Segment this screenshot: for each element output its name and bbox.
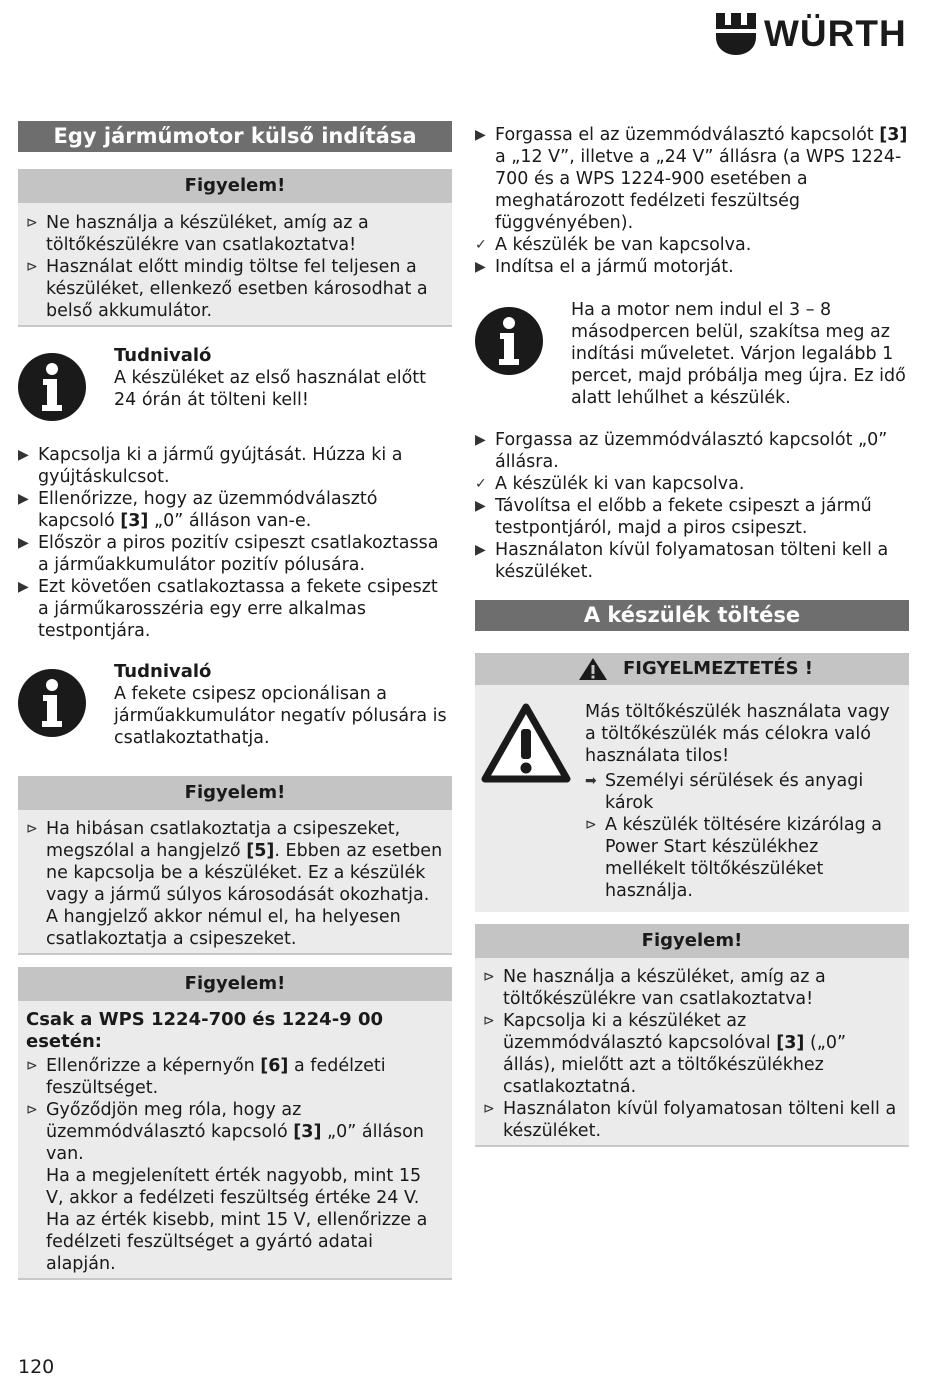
list-item: ▶ Először a piros pozitív csipeszt csatlakoztassa a járműakkumulátor pozitív pólusára.: [18, 533, 439, 575]
list-item: ⊳ Kapcsolja ki a készüléket az üzemmódválasztó kapcsolóval [3] („0” állás), mielőtt azt a töltőkészülékhez csatlakoztatná.: [483, 1011, 847, 1097]
section-title-external-start: Egy járműmotor külső indítása: [18, 121, 452, 152]
arrow-right-icon: ➡: [585, 773, 597, 789]
logo-text: WÜRTH: [764, 13, 907, 54]
caution-result: ➡ Személyi sérülések és anyagi károk: [585, 771, 864, 813]
triangle-right-icon: ▶: [475, 542, 486, 558]
steps-list-1: [18, 444, 452, 642]
note-1: [18, 345, 452, 425]
caution-head: FIGYELMEZTETÉS !: [475, 653, 909, 685]
note-3-text: Ha a motor nem indul el 3 – 8 másodpercen belül, szakítsa meg az indítási műveletet. Várjon legalább 1 percet, majd próbálja meg újra. Ez idő alatt lehűlhet a készülék.: [571, 300, 906, 408]
list-item: ⊳ Ha hibásan csatlakoztatja a csipeszeket, megszólal a hangjelző [5]. Ebben az esetben ne kapcsolja be a készüléket. Ez a készülék vagy a jármű súlyos károsodását okozhatja. A hangjelző akkor némul el, ha helyesen csatlakoztatja a csipeszeket.: [26, 819, 443, 949]
caution-text: Más töltőkészülék használata vagy a töltőkészülék más célokra való használata tilos!: [585, 702, 890, 766]
warning-box-3-head: Figyelem!: [18, 967, 452, 1001]
note-1-title: Tudnivaló: [114, 345, 212, 366]
chevron-right-icon: ⊳: [26, 215, 38, 231]
left-column: [18, 121, 452, 1280]
triangle-right-icon: ▶: [18, 579, 29, 595]
triangle-right-icon: ▶: [475, 127, 486, 143]
chevron-right-icon: ⊳: [26, 1058, 38, 1074]
chevron-right-icon: ⊳: [483, 969, 495, 985]
warning-box-2-head: Figyelem!: [18, 776, 452, 810]
triangle-right-icon: ▶: [475, 498, 486, 514]
list-item: ⊳ Használaton kívül folyamatosan tölteni kell a készüléket.: [483, 1099, 897, 1141]
chevron-right-icon: ⊳: [26, 259, 38, 275]
warning-triangle-icon: [481, 703, 571, 783]
steps-list-2: [475, 124, 909, 278]
right-column: [475, 124, 909, 1147]
note-2-title: Tudnivaló: [114, 661, 212, 682]
note-2-text: A fekete csipesz opcionálisan a járműakkumulátor negatív pólusára is csatlakoztathatja.: [114, 684, 447, 748]
warning-box-3-extra: Ha a megjelenített érték nagyobb, mint 15 V, akkor a fedélzeti feszültség értéke 24 V. Ha az érték kisebb, mint 15 V, ellenőrizze a fedélzeti feszültséget a gyártó adatai alapján.: [46, 1166, 428, 1274]
list-item: ✓ A készülék ki van kapcsolva.: [475, 474, 745, 494]
note-2: [18, 661, 452, 749]
list-item: ⊳ Ne használja a készüléket, amíg az a töltőkészülékre van csatlakoztatva!: [483, 967, 826, 1009]
list-item: ▶ Forgassa el az üzemmódválasztó kapcsolót [3] a „12 V”, illetve a „24 V” állásra (a WPS 1224-700 és a WPS 1224-900 esetében a meghatározott fedélzeti feszültség függvényében).: [475, 125, 908, 233]
info-icon: [18, 669, 86, 737]
steps-list-3: [475, 429, 909, 583]
list-item: ▶ Indítsa el a jármű motorját.: [475, 257, 734, 277]
wurth-logo: [716, 12, 911, 56]
list-item: ⊳ Ne használja a készüléket, amíg az a töltőkészülékre van csatlakoztatva!: [26, 213, 369, 255]
triangle-right-icon: ▶: [18, 535, 29, 551]
list-item: ▶ Távolítsa el előbb a fekete csipeszt a jármű testpontjáról, majd a piros csipeszt.: [475, 496, 872, 538]
list-item: ⊳ Ellenőrizze a képernyőn [6] a fedélzeti feszültséget.: [26, 1056, 386, 1098]
warning-box-3: [18, 967, 452, 1280]
warning-box-4: [475, 924, 909, 1147]
list-item: ▶ Forgassa az üzemmódválasztó kapcsolót „0” állásra.: [475, 430, 888, 472]
list-item: ▶ Ezt követően csatlakoztassa a fekete csipeszt a járműkarosszéria egy erre alkalmas testpontjára.: [18, 577, 438, 641]
list-item: ⊳ Győződjön meg róla, hogy az üzemmódválasztó kapcsoló [3] „0” álláson van.: [26, 1100, 424, 1164]
chevron-right-icon: ⊳: [483, 1101, 495, 1117]
check-icon: ✓: [475, 237, 487, 253]
chevron-right-icon: ⊳: [26, 1102, 38, 1118]
list-item: ▶ Használaton kívül folyamatosan tölteni kell a készüléket.: [475, 540, 889, 582]
note-1-text: A készüléket az első használat előtt 24 órán át tölteni kell!: [114, 368, 427, 410]
caution-box: [475, 653, 909, 912]
section-title-charging: A készülék töltése: [475, 600, 909, 631]
list-item: ▶ Kapcsolja ki a jármű gyújtását. Húzza ki a gyújtáskulcsot.: [18, 445, 403, 487]
chevron-right-icon: ⊳: [483, 1013, 495, 1029]
list-item: ⊳ A készülék töltésére kizárólag a Power Start készülékhez mellékelt töltőkészüléket használja.: [585, 815, 883, 901]
warning-box-1-head: Figyelem!: [18, 169, 452, 203]
list-item: ▶ Ellenőrizze, hogy az üzemmódválasztó kapcsoló [3] „0” álláson van-e.: [18, 489, 378, 531]
list-item: ⊳ Használat előtt mindig töltse fel teljesen a készüléket, ellenkező esetben károsodhat a belső akkumulátor.: [26, 257, 428, 321]
wurth-logo-icon: [716, 13, 756, 55]
chevron-right-icon: ⊳: [585, 817, 597, 833]
triangle-right-icon: ▶: [18, 447, 29, 463]
triangle-right-icon: ▶: [18, 491, 29, 507]
warning-box-1: [18, 169, 452, 327]
info-icon: [18, 353, 86, 421]
warning-triangle-icon: [578, 657, 608, 681]
page-number: 120: [18, 1356, 55, 1378]
warning-box-2: [18, 776, 452, 955]
chevron-right-icon: ⊳: [26, 821, 38, 837]
list-item: ✓ A készülék be van kapcsolva.: [475, 235, 752, 255]
check-icon: ✓: [475, 476, 487, 492]
triangle-right-icon: ▶: [475, 259, 486, 275]
warning-box-4-head: Figyelem!: [475, 924, 909, 958]
warning-box-3-subtitle: Csak a WPS 1224-700 és 1224-9 00 esetén:: [26, 1009, 384, 1052]
triangle-right-icon: ▶: [475, 432, 486, 448]
info-icon: [475, 307, 543, 375]
note-3: [475, 299, 909, 409]
